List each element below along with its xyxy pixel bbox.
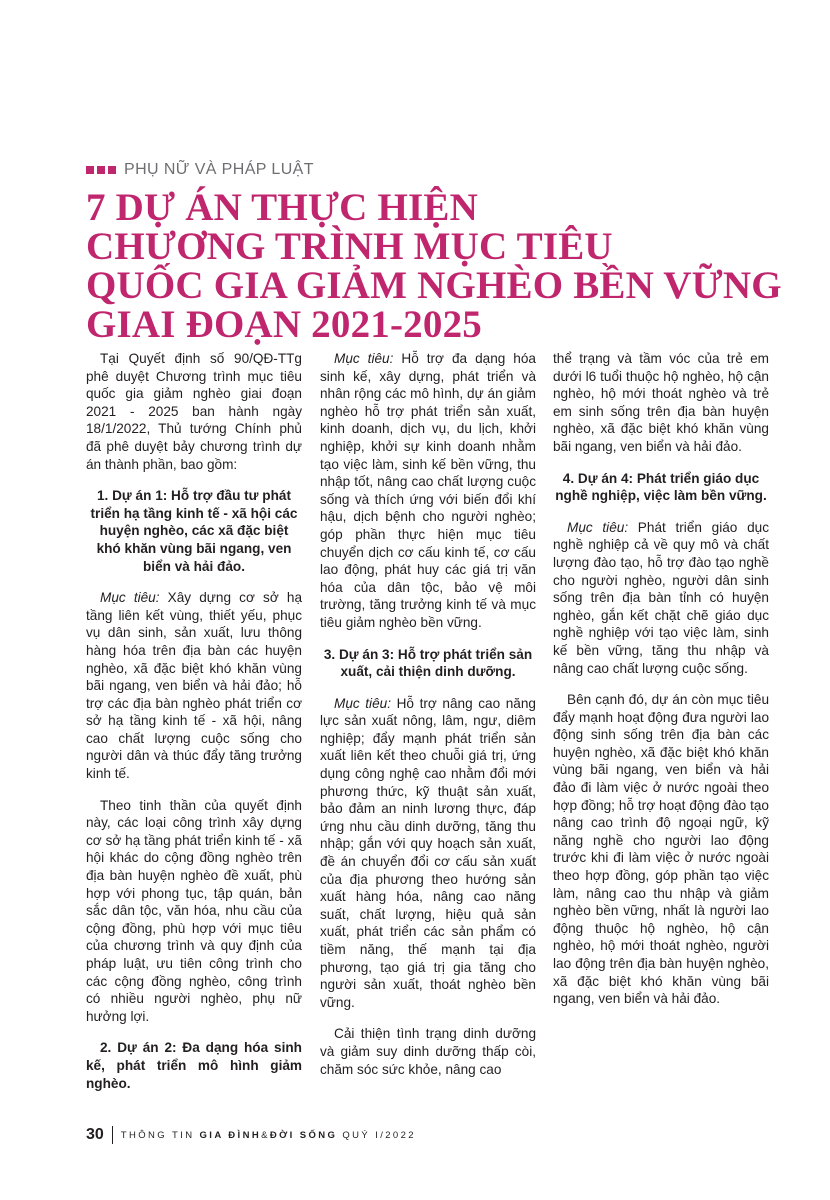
footer-divider	[112, 1126, 113, 1144]
project-4-goal	[553, 519, 769, 677]
text-column-2	[320, 350, 536, 1092]
magazine-part: THÔNG TIN	[120, 1129, 200, 1141]
goal-label: Mục tiêu:	[100, 590, 160, 606]
project-4-detail: Bên cạnh đó, dự án còn mục tiêu đẩy mạnh hoạt động đưa người lao động sinh sống trên địa bàn các huyện nghèo, xã đặc biệt khó khăn vùng bãi ngang, ven biển và hải đảo đi làm việc ở nước ngoài theo hợp đồng; hỗ trợ hoạt động đào tạo nâng cao trình độ ngoại ngữ, kỹ năng nghề cho người lao động trước khi đi làm việc ở nước ngoài theo hợp đồng, góp phần tạo việc làm, nâng cao thu nhập và giảm nghèo bền vững, nhất là người lao động thuộc hộ nghèo, hộ cận nghèo, hộ mới thoát nghèo, người lao động trên địa bàn huyện nghèo, xã đặc biệt khó khăn vùng bãi ngang, ven biển và hải đảo.	[553, 692, 769, 1007]
project-3-goal	[320, 695, 536, 1012]
project-4-heading: 4. Dự án 4: Phát triển giáo dục nghề nghiệp, việc làm bền vững.	[555, 470, 767, 504]
goal-text: Phát triển giáo dục nghề nghiệp cả về quy mô và chất lượng đào tạo, hỗ trợ đào tạo nghề cho người nghèo, người dân sinh sống trên địa bàn tỉnh có huyện nghèo, gắn kết chặt chẽ giáo dục nghề nghiệp với tạo việc làm, sinh kế bền vững, tăng thu nhập và nâng cao chất lượng cuộc sống.	[553, 519, 769, 676]
project-1-goal	[86, 589, 302, 783]
intro-paragraph: Tại Quyết định số 90/QĐ-TTg phê duyệt Chương trình mục tiêu quốc gia giảm nghèo giai đoạn 2021 - 2025 ban hành ngày 18/1/2022, Thủ tướng Chính phủ đã phê duyệt bảy chương trình dự án thành phần, bao gồm:	[86, 351, 302, 472]
goal-text: Hỗ trợ nâng cao năng lực sản xuất nông, lâm, ngư, diêm nghiệp; đẩy mạnh phát triển sản xuất liên kết theo chuỗi giá trị, ứng dụng công nghệ cao nhằm đổi mới phương thức, kỹ thuật sản xuất, bảo đảm an ninh lương thực, đáp ứng nhu cầu dinh dưỡng, tăng thu nhập; gắn với quy hoạch sản xuất, đề án chuyển đổi cơ cấu sản xuất của địa phương theo hướng sản xuất hàng hóa, nâng cao năng suất, chất lượng, hiệu quả sản xuất, phát triển các sản phẩm có tiềm năng, thế mạnh tại địa phương, tạo giá trị gia tăng cho người sản xuất, thoát nghèo bền vững.	[320, 695, 536, 1010]
project-3-heading: 3. Dự án 3: Hỗ trợ phát triển sản xuất, cải thiện dinh dưỡng.	[323, 646, 533, 680]
section-label	[86, 160, 314, 180]
page-footer	[86, 1124, 416, 1146]
bullet-square-icon	[97, 166, 105, 174]
magazine-part: ĐỜI SỐNG	[269, 1129, 338, 1141]
goal-text: Hỗ trợ đa dạng hóa sinh kế, xây dựng, phát triển và nhân rộng các mô hình, dự án giảm nghèo hỗ trợ phát triển sản xuất, kinh doanh, dịch vụ, du lịch, khởi nghiệp, khởi sự kinh doanh nhằm tạo việc làm, sinh kế bền vững, thu nhập tốt, nâng cao chất lượng cuộc sống và thích ứng với biến đổi khí hậu, dịch bệnh cho người nghèo; góp phần thực hiện mục tiêu chuyển dịch cơ cấu kinh tế, cơ cấu lao động, phát huy các giá trị văn hóa của dân tộc, bảo vệ môi trường, tăng trưởng kinh tế và mục tiêu giảm nghèo bền vững.	[320, 351, 536, 630]
project-1-heading: 1. Dự án 1: Hỗ trợ đầu tư phát triển hạ tầng kinh tế - xã hội các huyện nghèo, các xã đặc biệt khó khăn vùng bãi ngang, ven biển và hải đảo.	[90, 488, 298, 574]
article-title	[86, 188, 786, 344]
goal-label: Mục tiêu:	[334, 351, 394, 366]
title-line: 7 DỰ ÁN THỰC HIỆN	[86, 186, 478, 229]
nutrition-paragraph: Cải thiện tình trạng dinh dưỡng và giảm suy dinh dưỡng thấp còi, chăm sóc sức khỏe, nâng cao	[320, 1026, 536, 1077]
bullet-square-icon	[108, 166, 116, 174]
nutrition-continued: thể trạng và tầm vóc của trẻ em dưới l6 tuổi thuộc hộ nghèo, hộ cận nghèo, hộ mới thoát nghèo và trẻ em sinh sống trên địa bàn huyện nghèo, xã đặc biệt khó khăn vùng bãi ngang, ven biển và hải đảo.	[553, 351, 769, 454]
magazine-part: GIA ĐÌNH	[199, 1129, 262, 1141]
text-column-3	[553, 350, 769, 1022]
title-line: GIAI ĐOẠN 2021-2025	[86, 303, 482, 346]
section-name: PHỤ NỮ VÀ PHÁP LUẬT	[124, 161, 314, 178]
issue-label: QUÝ I/2022	[337, 1129, 416, 1141]
goal-label: Mục tiêu:	[334, 695, 391, 711]
page-number: 30	[86, 1126, 104, 1143]
magazine-name	[121, 1130, 416, 1141]
goal-label: Mục tiêu:	[567, 519, 629, 535]
magazine-part: &	[261, 1129, 270, 1141]
title-line: QUỐC GIA GIẢM NGHÈO BỀN VỮNG	[86, 264, 782, 307]
project-1-detail: Theo tinh thần của quyết định này, các loại công trình xây dựng cơ sở hạ tầng phát triển kinh tế - xã hội khác do cộng đồng nghèo trên địa bàn huyện nghèo đề xuất, phù hợp với phong tục, tập quán, bản sắc dân tộc, văn hóa, nhu cầu của cộng đồng, phù hợp với mục tiêu của chương trình và quy định của pháp luật, ưu tiên công trình cho các cộng đồng nghèo, công trình có nhiều người nghèo, phụ nữ hưởng lợi.	[86, 797, 302, 1024]
title-line: CHƯƠNG TRÌNH MỤC TIÊU	[86, 225, 613, 268]
bullet-square-icon	[86, 166, 94, 174]
project-2-goal	[320, 350, 536, 632]
text-column-1	[86, 350, 302, 1106]
goal-text: Xây dựng cơ sở hạ tầng liên kết vùng, thiết yếu, phục vụ dân sinh, sản xuất, lưu thông hàng hóa trên địa bàn các huyện nghèo, xã đặc biệt khó khăn vùng bãi ngang, ven biển và hải đảo; hỗ trợ các địa bàn nghèo phát triển cơ sở hạ tầng kinh tế - xã hội, nâng cao chất lượng cuộc sống cho người dân và thúc đẩy tăng trưởng kinh tế.	[86, 590, 302, 782]
project-2-heading: 2. Dự án 2: Đa dạng hóa sinh kế, phát triển mô hình giảm nghèo.	[86, 1040, 302, 1091]
